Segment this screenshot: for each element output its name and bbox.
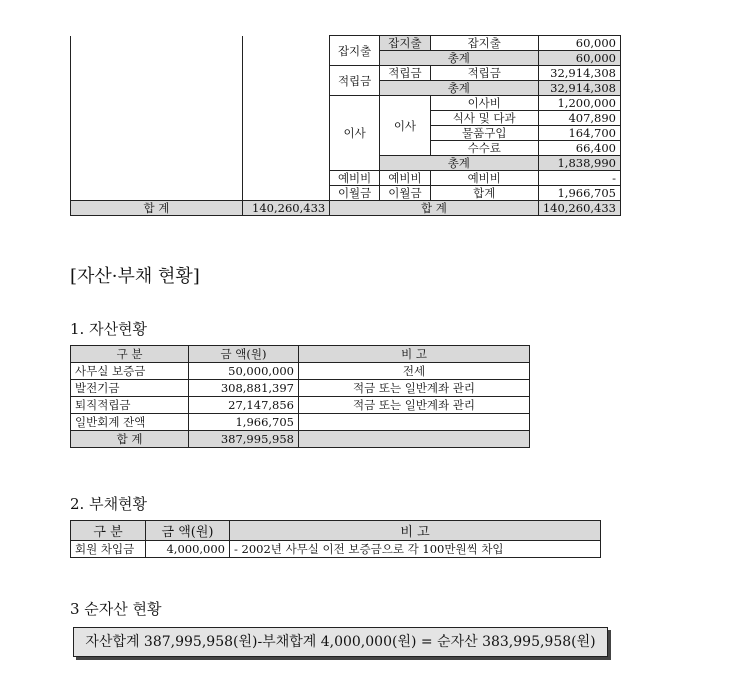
category-cell: 잡지출 [330,36,380,66]
table-header-row [71,521,601,541]
liabilities-table [70,520,601,558]
amount-cell: 32,914,308 [538,81,620,96]
asset-note: 적금 또는 일반계좌 관리 [299,380,530,397]
column-header: 구 분 [71,346,189,363]
category-cell: 적립금 [330,66,380,96]
amount-cell: - [538,171,620,186]
table-row [71,380,530,397]
asset-amount: 308,881,397 [189,380,299,397]
category-cell: 이사 [330,96,380,171]
amount-cell: 164,700 [538,126,620,141]
table-header-row [71,346,530,363]
expense-table [70,35,621,216]
table-row [71,36,621,51]
assets-total-amount: 387,995,958 [189,431,299,448]
amount-cell: 60,000 [538,51,620,66]
asset-name: 퇴직적립금 [71,397,189,414]
subcategory-cell: 이월금 [380,186,431,201]
item-cell: 물품구입 [430,126,538,141]
asset-amount: 50,000,000 [189,363,299,380]
total-label-left: 합 계 [71,201,243,216]
amount-cell: 66,400 [538,141,620,156]
blank-cell [71,36,243,201]
item-cell: 수수료 [430,141,538,156]
asset-name: 일반회계 잔액 [71,414,189,431]
subcategory-cell: 이사 [380,96,431,156]
asset-note: 적금 또는 일반계좌 관리 [299,397,530,414]
net-assets-summary: 자산합계 387,995,958(원)-부채합계 4,000,000(원) = 순자산 383,995,958(원) [73,627,608,657]
table-row [71,414,530,431]
amount-cell: 32,914,308 [538,66,620,81]
column-header: 구 분 [71,521,146,541]
asset-name: 발전기금 [71,380,189,397]
category-cell: 이월금 [330,186,380,201]
table-row [71,363,530,380]
total-row [71,201,621,216]
liability-note: - 2002년 사무실 이전 보증금으로 각 100만원씩 차입 [230,541,601,558]
item-cell: 식사 및 다과 [430,111,538,126]
subcategory-cell: 예비비 [380,171,431,186]
page-title: [자산·부채 현황] [70,266,200,287]
item-cell: 예비비 [430,171,538,186]
amount-cell: 1,200,000 [538,96,620,111]
item-cell: 이사비 [430,96,538,111]
asset-name: 사무실 보증금 [71,363,189,380]
total-row [71,431,530,448]
assets-total-label: 합 계 [71,431,189,448]
amount-cell: 407,890 [538,111,620,126]
subtotal-label: 총계 [380,51,539,66]
item-cell: 합계 [430,186,538,201]
liability-amount: 4,000,000 [146,541,230,558]
total-label-right: 합 계 [330,201,538,216]
table-row [71,541,601,558]
subcategory-cell: 잡지출 [380,36,431,51]
asset-amount: 27,147,856 [189,397,299,414]
subcategory-cell: 적립금 [380,66,431,81]
total-amount-left: 140,260,433 [242,201,329,216]
subtotal-label: 총계 [380,81,539,96]
item-cell: 적립금 [430,66,538,81]
subtotal-label: 총계 [380,156,539,171]
assets-heading: 1. 자산현황 [70,320,148,338]
liabilities-heading: 2. 부채현황 [70,495,148,513]
net-assets-heading: 3 순자산 현황 [70,600,162,618]
asset-note: 전세 [299,363,530,380]
column-header: 금 액(원) [146,521,230,541]
asset-note [299,414,530,431]
amount-cell: 1,966,705 [538,186,620,201]
column-header: 비 고 [299,346,530,363]
column-header: 금 액(원) [189,346,299,363]
blank-cell [242,36,329,201]
total-amount-right: 140,260,433 [538,201,620,216]
table-row [71,397,530,414]
item-cell: 잡지출 [430,36,538,51]
amount-cell: 1,838,990 [538,156,620,171]
asset-amount: 1,966,705 [189,414,299,431]
liability-name: 회원 차입금 [71,541,146,558]
category-cell: 예비비 [330,171,380,186]
assets-table [70,345,530,448]
column-header: 비 고 [230,521,601,541]
amount-cell: 60,000 [538,36,620,51]
assets-total-note [299,431,530,448]
